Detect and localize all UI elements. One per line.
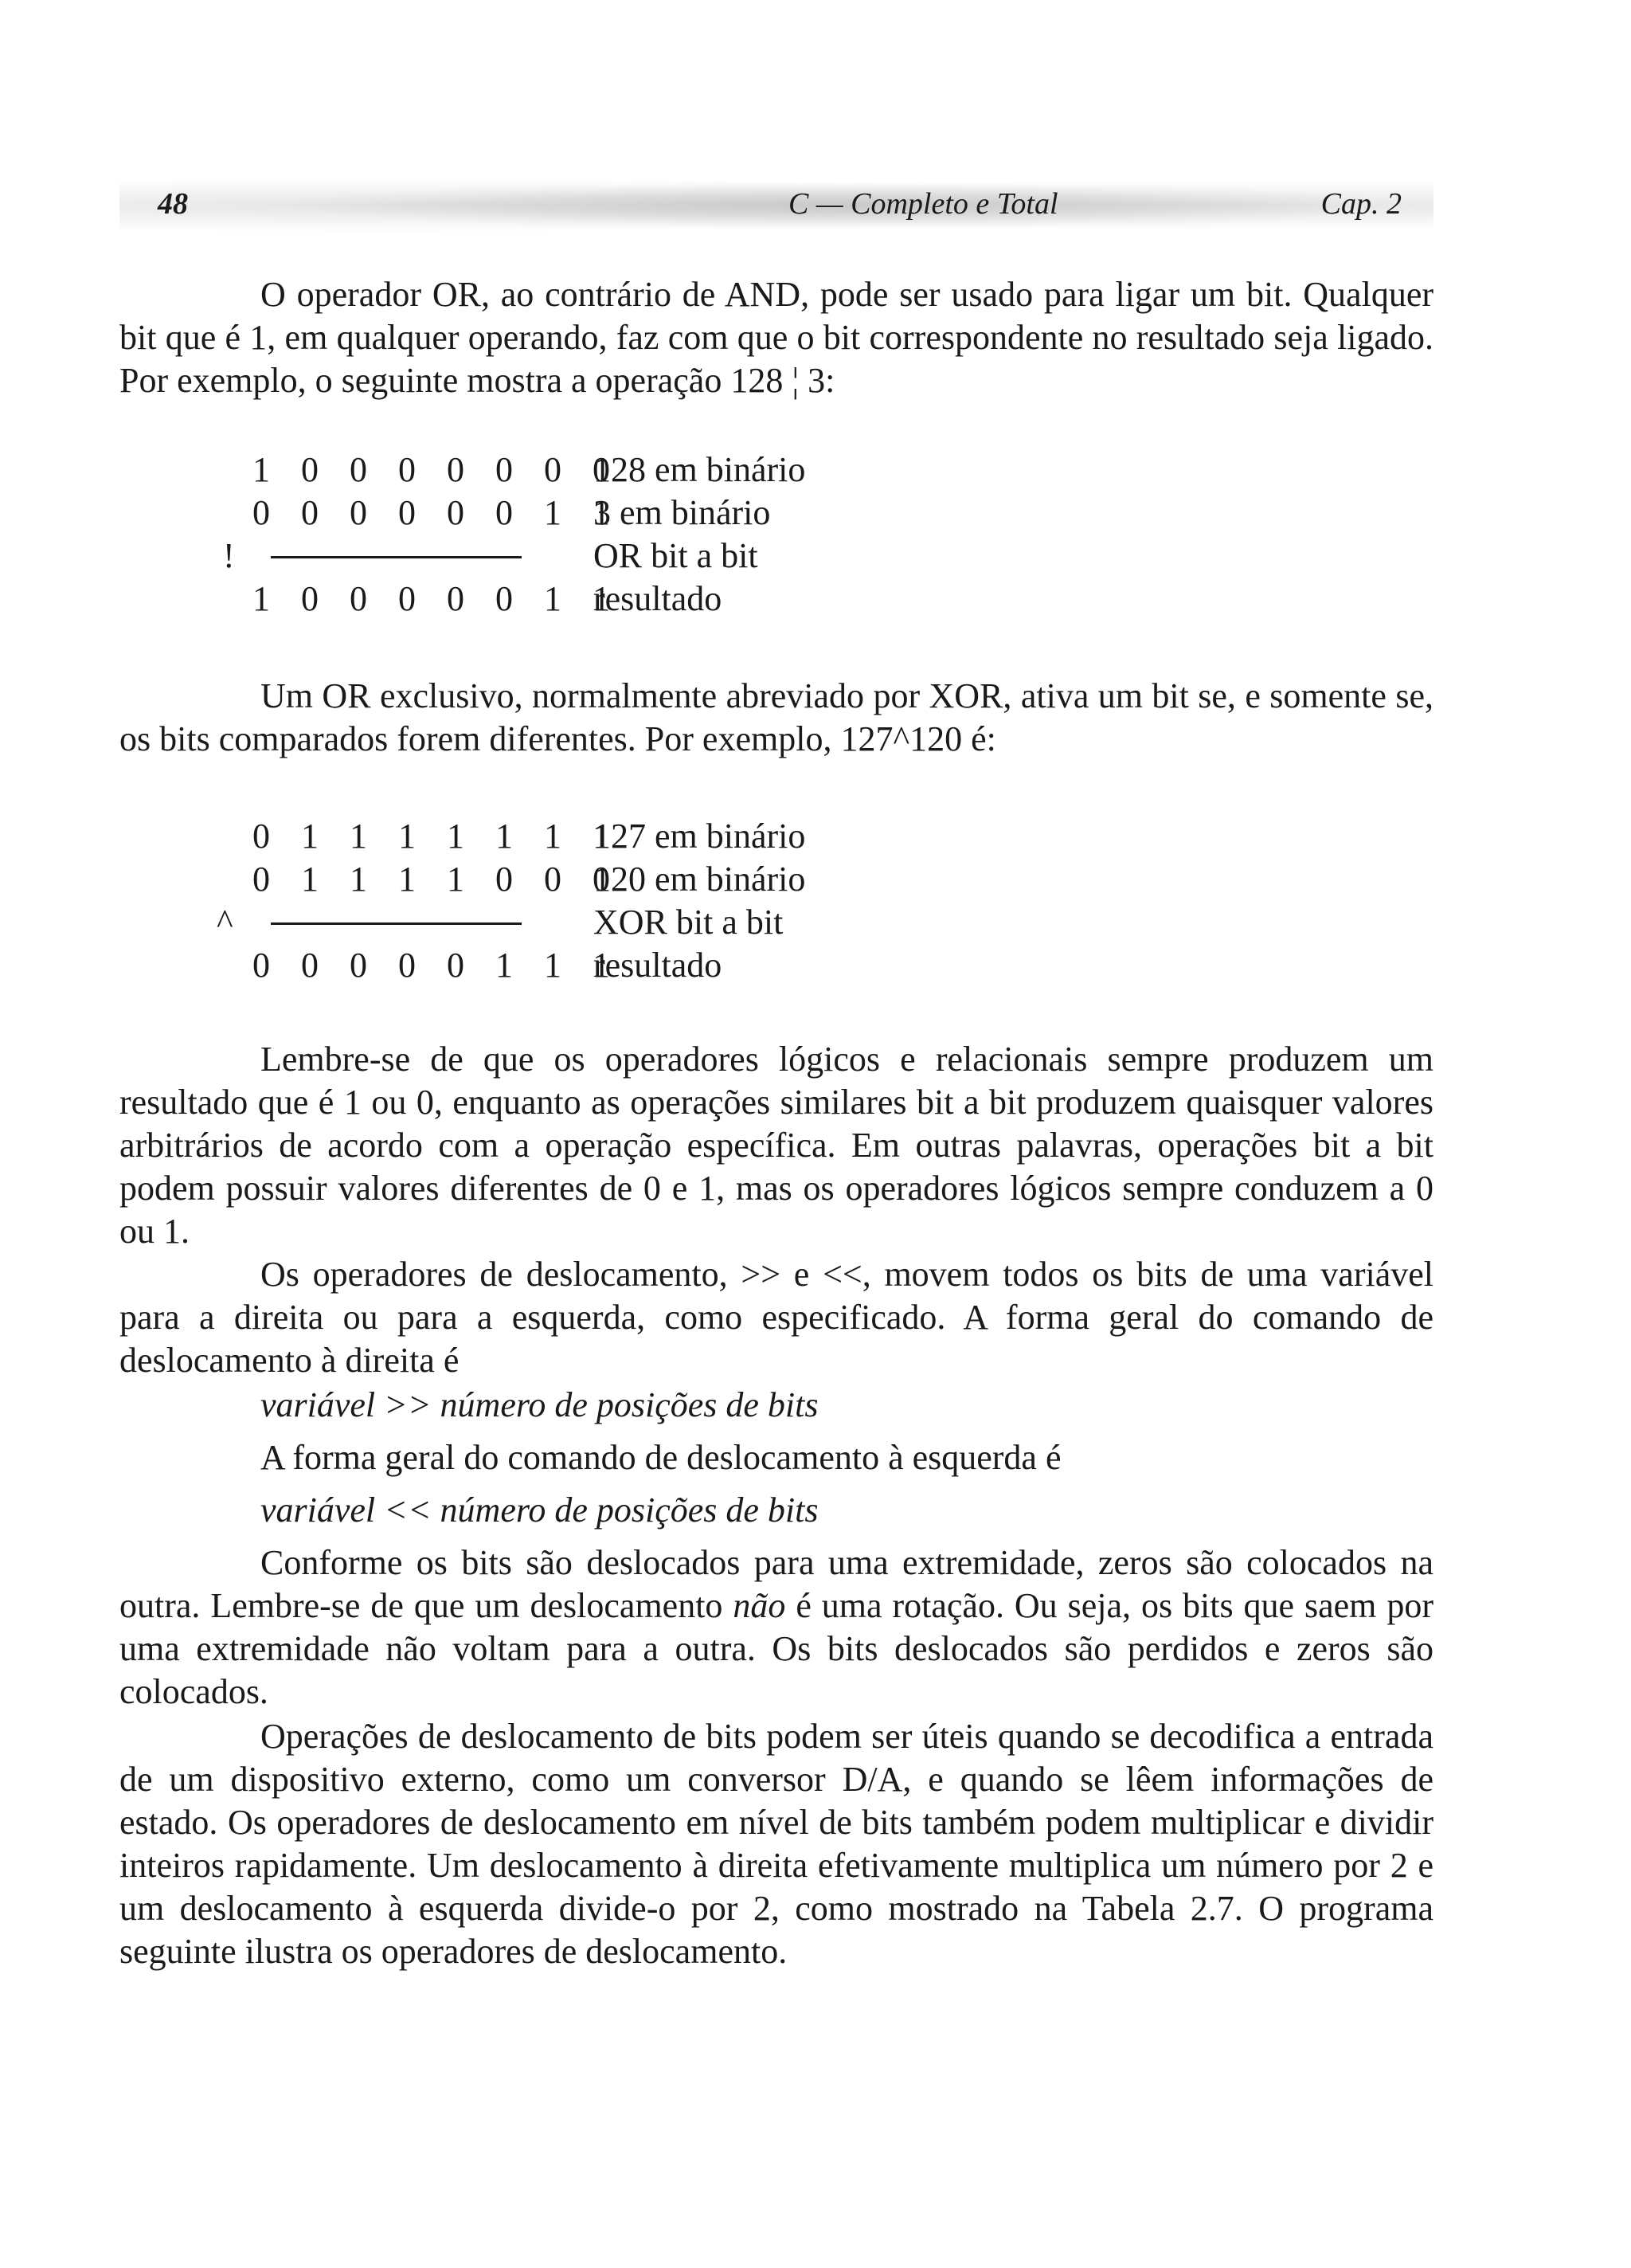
paragraph-6-part-b: é uma rotação. Ou seja, os bits que saem por uma extremidade não voltam para a outra. Os bits deslocados são perdidos e zeros são colocados.	[119, 1586, 1433, 1711]
or-operator-symbol: !	[223, 536, 235, 575]
xor-row-1-digits: 0 1 1 1 1 1 1 1	[252, 817, 621, 856]
xor-sum-line	[271, 922, 522, 925]
chapter-label: Cap. 2	[1320, 187, 1402, 221]
paragraph-shift-uses: Operações de deslocamento de bits podem ser úteis quando se decodifica a entrada de um dispositivo externo, como um conversor D/A, e quando se lêem informações de estado. Os operadores de deslocamento em nível de bits também podem multiplicar e dividir inteiros rapidamente. Um deslocamento à direita efetivamente multiplica um número por 2 e um deslocamento à esquerda divide-o por 2, como mostrado na Tabela 2.7. O programa seguinte ilustra os operadores de deslocamento.	[119, 1717, 1433, 1971]
paragraph-left-shift-intro: A forma geral do comando de deslocamento à esquerda é	[260, 1438, 1062, 1477]
xor-row-2-note: 120 em binário	[593, 860, 806, 899]
or-row-2-digits: 0 0 0 0 0 0 1 1	[252, 493, 621, 532]
running-header	[119, 174, 1433, 237]
emphasis-nao: não	[733, 1586, 786, 1625]
or-row-1-note: 128 em binário	[593, 450, 806, 489]
paragraph-xor-intro: Um OR exclusivo, normalmente abreviado por XOR, ativa um bit se, e somente se, os bits comparados forem diferentes. Por exemplo, 127^120 é:	[119, 676, 1433, 758]
or-row-3-note: OR bit a bit	[593, 536, 758, 575]
xor-operator-symbol: ^	[217, 903, 233, 942]
paragraph-6-part-a: Conforme os bits são deslocados para uma extremidade, zeros são colocados na outra. Lembre-se de que um deslocamento	[119, 1543, 1433, 1625]
xor-row-4-note: resultado	[593, 946, 722, 985]
or-row-4-digits: 1 0 0 0 0 0 1 1	[252, 579, 621, 618]
formula-right-shift: variável >> número de posições de bits	[260, 1385, 819, 1424]
paragraph-logical-vs-bitwise: Lembre-se de que os operadores lógicos e relacionais sempre produzem um resultado que é 1 ou 0, enquanto as operações similares bit a bit produzem quaisquer valores arbitrários de acordo com a operação específica. Em outras palavras, operações bit a bit podem possuir valores diferentes de 0 e 1, mas os operadores lógicos sempre conduzem a 0 ou 1.	[119, 1040, 1433, 1251]
paragraph-shift-not-rotation	[119, 1541, 1433, 1714]
xor-row-4-digits: 0 0 0 0 0 1 1 1	[252, 946, 621, 985]
formula-left-shift: variável << número de posições de bits	[260, 1490, 819, 1530]
paragraph-or-intro: O operador OR, ao contrário de AND, pode ser usado para ligar um bit. Qualquer bit que é 1, em qualquer operando, faz com que o bit correspondente no resultado seja ligado. Por exemplo, o seguinte mostra a operação 128 ¦ 3:	[119, 275, 1433, 400]
xor-row-3-note: XOR bit a bit	[593, 903, 784, 942]
or-row-1-digits: 1 0 0 0 0 0 0 0	[252, 450, 621, 489]
page-number: 48	[158, 187, 188, 221]
or-row-2-note: 3 em binário	[593, 493, 771, 532]
paragraph-shift-intro: Os operadores de deslocamento, >> e <<, movem todos os bits de uma variável para a direita ou para a esquerda, como especificado. A forma geral do comando de deslocamento à direita é	[119, 1255, 1433, 1380]
xor-row-1-note: 127 em binário	[593, 817, 806, 856]
book-title: C — Completo e Total	[788, 187, 1058, 221]
xor-row-2-digits: 0 1 1 1 1 0 0 0	[252, 860, 621, 899]
or-row-4-note: resultado	[593, 579, 722, 618]
or-sum-line	[271, 556, 522, 558]
